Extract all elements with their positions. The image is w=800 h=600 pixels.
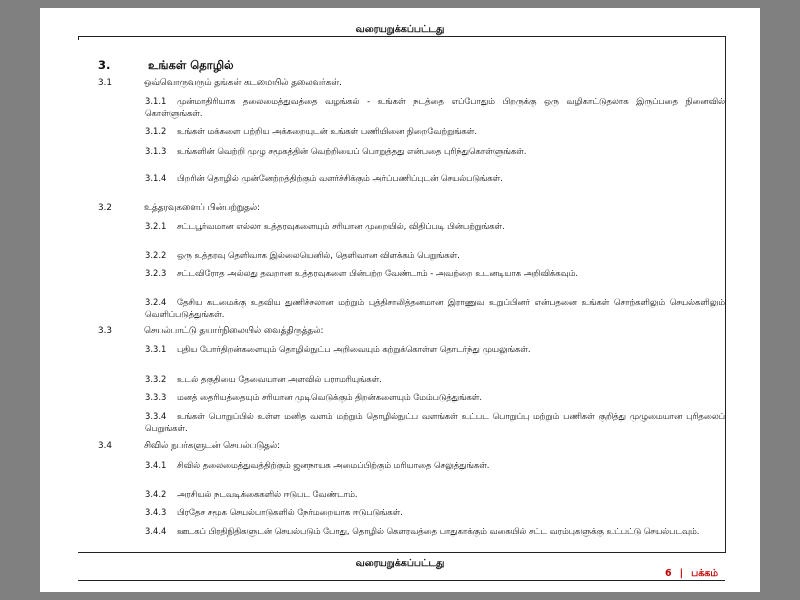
subsection-3-3 (98, 326, 323, 337)
subsection-title: சிவில் நபர்களுடன் செயல்படுதல்: (144, 441, 281, 451)
item-number: 3.2.2 (145, 250, 167, 260)
list-item (145, 392, 725, 404)
list-item (145, 250, 725, 262)
page-header: வரையறுக்கப்பட்டது (355, 24, 445, 35)
subsection-number: 3.1 (98, 78, 112, 88)
list-item (145, 374, 725, 386)
item-text: சட்டவிரோத அல்லது தவறான உத்தரவுகளை பின்பற்ற வேண்டாம் - அவற்றை உடனடியாக அறிவிக்கவும். (177, 268, 578, 278)
subsection-3-4 (98, 441, 280, 452)
list-item (145, 344, 725, 356)
list-item (145, 460, 725, 472)
section-heading (98, 58, 234, 74)
item-number: 3.1.1 (145, 96, 167, 106)
item-number: 3.4.2 (145, 489, 167, 499)
subsection-number: 3.3 (98, 326, 112, 336)
subsection-number: 3.2 (98, 203, 112, 213)
list-item (145, 526, 725, 538)
item-number: 3.4.4 (145, 526, 167, 536)
item-number: 3.2.1 (145, 221, 167, 231)
item-number: 3.4.3 (145, 507, 167, 517)
subsection-3-2 (98, 203, 260, 214)
item-text: புதிய போர்திறன்களையும் தொழில்நுட்ப அறிவையும் கற்றுக்கொள்ள தொடர்ந்து முயலுங்கள். (177, 344, 531, 354)
item-number: 3.1.4 (145, 173, 167, 183)
list-item (145, 173, 725, 185)
page-footer: வரையறுக்கப்பட்டது (355, 558, 445, 569)
item-number: 3.4.1 (145, 460, 167, 470)
page-word: பக்கம் (691, 568, 718, 579)
item-text: ஊடகப் பிரதிநிதிகளுடன் செயல்படும் போது, தொழில் கௌரவத்தை பாதுகாக்கும் வகையில் சட்ட வரம்புகளுக்கு உட்பட்டு செயல்படவும். (177, 526, 700, 536)
item-text: அரசியல் நடவடிக்கைகளில் ஈடுபட வேண்டாம். (177, 489, 358, 499)
subsection-title: உத்தரவுகளைப் பின்பற்றுதல்: (144, 203, 261, 213)
heading-title: உங்கள் தொழில் (148, 58, 234, 72)
item-number: 3.2.4 (145, 297, 167, 307)
item-text: உங்களின் வெற்றி முழு சமூகத்தின் வெற்றியைப் பொறுத்தது என்பதை புரிந்துகொள்ளுங்கள். (177, 146, 527, 156)
item-number: 3.3.3 (145, 392, 167, 402)
item-text: பிறரின் தொழில் முன்னேற்றத்திற்கும் வளர்ச்சிக்கும் அர்ப்பணிப்புடன் செயல்படுங்கள். (177, 173, 503, 183)
item-text: சிவில் தலைமைத்துவத்திற்கும் ஜனநாயக அமைப்பிற்கும் மரியாதை செலுத்துங்கள். (177, 460, 490, 470)
item-number: 3.2.3 (145, 268, 167, 278)
subsection-3-1 (98, 78, 342, 89)
subsection-title: செயல்பாட்டு தயார்நிலையில் வைத்திருத்தல்: (144, 326, 324, 336)
item-text: தேசிய கடமைக்கு உதவிய துணிச்சலான மற்றும் புத்திசாலித்தனமான இராணுவ உறுப்பினர் என்பதனை உங்கள் சொற்களிலும் செயல்களிலும் வெளிப்படுத்துங்கள். (145, 297, 725, 319)
item-number: 3.1.3 (145, 146, 167, 156)
list-item (145, 126, 725, 138)
list-item (145, 146, 725, 158)
item-text: ஒரு உத்தரவு தெளிவாக இல்லையெனில், தெளிவான விளக்கம் பெறுங்கள். (177, 250, 460, 260)
item-number: 3.1.2 (145, 126, 167, 136)
item-text: சட்டபூர்வமான எல்லா உத்தரவுகளையும் சரியான முறையில், விதிப்படி பின்பற்றுங்கள். (177, 221, 505, 231)
item-text: மனத் தைரியத்தையும் சரியான முடிவெடுக்கும் திறன்களையும் மேம்படுத்துங்கள். (177, 392, 482, 402)
page-number-label (661, 568, 722, 580)
item-number: 3.3.1 (145, 344, 167, 354)
heading-number: 3. (98, 58, 111, 72)
page-separator: | (679, 568, 684, 579)
item-text: உங்கள் மக்களை பற்றிய அக்கறையுடன் உங்கள் பணியினை நிறைவேற்றுங்கள். (177, 126, 478, 136)
page-number: 6 (665, 568, 672, 579)
subsection-number: 3.4 (98, 441, 112, 451)
item-number: 3.3.4 (145, 411, 167, 421)
list-item (145, 507, 725, 519)
list-item (145, 96, 725, 119)
subsection-title: ஒவ்வொருவரும் தங்கள் கடமையில் தலைவர்கள். (144, 78, 342, 88)
item-number: 3.3.2 (145, 374, 167, 384)
list-item (145, 268, 725, 280)
list-item (145, 221, 725, 233)
item-text: உங்கள் பொறுப்பில் உள்ள மனித வளம் மற்றும் தொழில்நுட்ப வளங்கள் உட்பட பொறுப்பு மற்றும் பணிகள் குறித்து முழுமையான புரிதலைப் பெறுங்கள். (145, 411, 725, 433)
list-item (145, 411, 725, 434)
list-item (145, 489, 725, 501)
item-text: உடல் தகுதியை தேவையான அளவில் பராமரியுங்கள். (177, 374, 382, 384)
item-text: முன்மாதிரியாக தலைமைத்துவத்தை வழங்கல் - உங்கள் நடத்தை எப்போதும் பிறருக்கு ஒரு வழிகாட்டுதலாக இருப்பதை நினைவில் கொள்ளுங்கள். (145, 96, 725, 118)
item-text: பிரதேச சமூக செயல்பாடுகளில் நேர்மறையாக ஈடுபடுங்கள். (177, 507, 403, 517)
list-item (145, 297, 725, 320)
